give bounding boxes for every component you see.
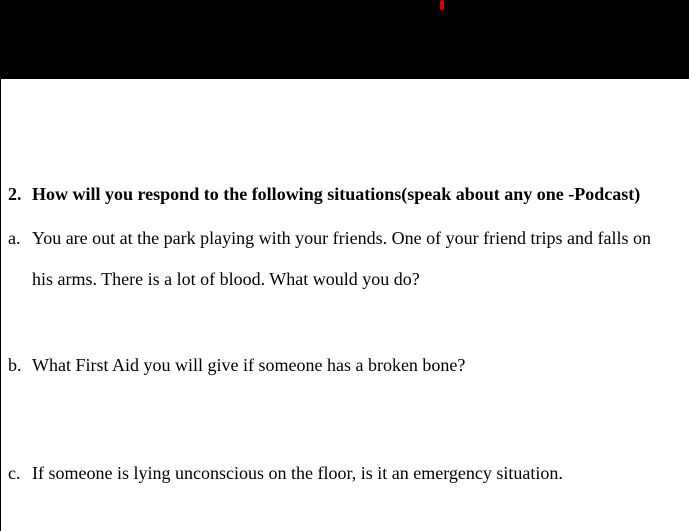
question-heading (8, 183, 640, 205)
left-border-line (0, 79, 1, 531)
item-text: What First Aid you will give if someone has a broken bone? (32, 355, 466, 375)
list-item-a (8, 227, 651, 249)
red-mark (440, 0, 444, 10)
item-marker: a. (8, 228, 21, 248)
question-text: How will you respond to the following situations(speak about any one -Podcast) (32, 184, 641, 204)
item-marker: b. (8, 355, 22, 375)
item-text: If someone is lying unconscious on the floor, is it an emergency situation. (32, 463, 563, 483)
item-text-continued: his arms. There is a lot of blood. What would you do? (32, 269, 420, 289)
top-black-band (0, 0, 689, 79)
item-marker: c. (8, 463, 21, 483)
list-item-c (8, 462, 563, 484)
question-number: 2. (8, 184, 22, 204)
list-item-b (8, 354, 465, 376)
item-text: You are out at the park playing with your friends. One of your friend trips and falls on (32, 228, 652, 248)
list-item-a-continued (32, 268, 420, 290)
